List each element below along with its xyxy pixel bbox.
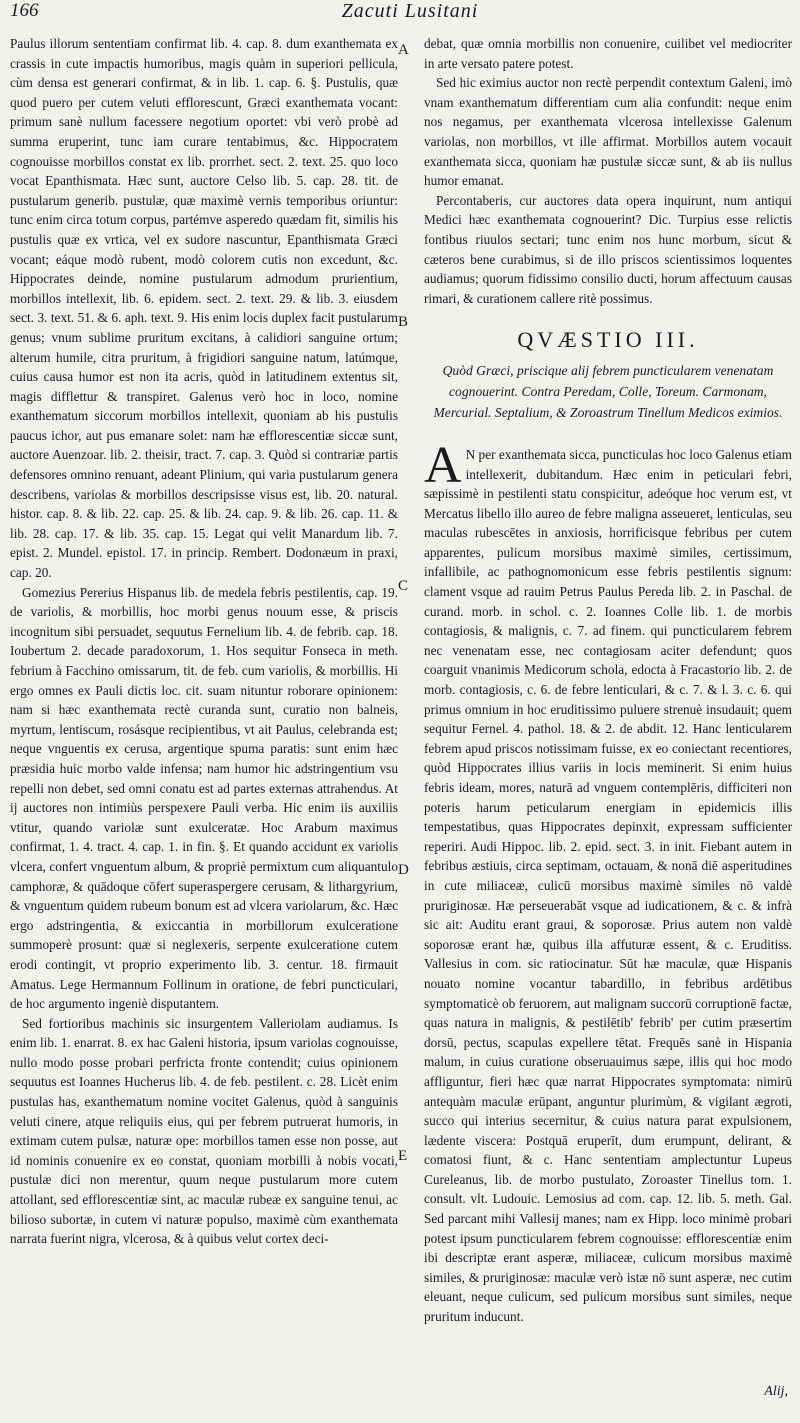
question-heading: QVÆSTIO III.	[517, 327, 699, 353]
margin-marker-c: C	[398, 578, 409, 594]
right-column	[424, 34, 792, 1327]
page-number: 166	[10, 0, 39, 21]
paragraph: Sed hic eximius auctor non rectè perpendit contextum Galeni, imò vnam exanthematum differentiam cum alia confundit: neque enim nos negamus, per exanthemata vlcerosa intellexisse Galenum variolas, non morbillos, vt ille affirmat. Morbillos autem vocauit exanthemata sicca, quoniam hæ pustulæ siccæ sunt, & ab iis nullus humor emanat.	[424, 75, 792, 189]
answer-text: N per exanthemata sicca, puncticulas hoc loco Galenus etiam intellexerit, dubitandum. Hæc enim in peticulari febri, sæpissimè in pestilenti statu conspicitur, adeóque hoc verum est, vt Mercatus libello illo aureo de febre maligna asseueret, lenticulas, seu maculas rubescētes in anxiosis, horrificisque febribus per cutem apparentes, pulicum morsibus maximè similes, certissimum, infallibile, ac pathognomonicum esse febris pestilentis signum: clament vsque ad rauim Petrus Paulus Pereda lib. 2. in Paschal. de curand. morb. in schol. c. 2. Ioannes Colle lib. 1. de morbis contagiosis, & malignis, c. 7. ad finem. qui puncticularem febrem nec venenatam esse, nec contagiosam aciter defendunt; quos coarguit vnanimis Medicorum schola, edocta à Fracastorio lib. 2. de morb. contagiosis, c. 6. de febre lenticulari, & c. 7. & l. 3. c. 6. qui primus omnium in hoc eruditissimo puluere strenuè insudauit; quem sequitur Fernel. 4. pathol. 18. & 2. de abdit. 12. Hanc lenticularem febrem apud priscos notissimam fuisse, ex eo coniectant recentiores, quòd Hippocrates illius variis in locis meminerit. Si enim huius febris ideam, mores, naturā ad vnguem contemplēris, difficiteri non poteris harum peticularum energiam in epidemicis illis tempestatibus, quas Hippocrates depinxit, expressam sufficienter reperiri. Audi Hippoc. lib. 2. epid. sect. 3. in init. Fiebant autem in febribus æstiuis, circa septimam, octauam, & nonā diē asperitudines in cute miliaceæ, culicū morsibus maximè similes nō valdè pruriginosæ. Hæ perseuerabāt vsque ad iudicationem, & c. & infrà sic ait: Auditu erant graui, & soporosæ. Prius autem non valdè soporosæ erant hæ, quibus illa affuturæ essent, & c. Eruditiss. Vallesius in com. sic ratiocinatur. Sūt hæ maculæ, quæ Hispanis nouato nomine vocantur tabardillo, in febribus ardētibus symptomaticè ob feruorem, aut malignam succorū corruptionē factæ, quas natura in malignis, & pestilētib' febrib' per cutim præsertim dorsū, pectus, scapulas expellere tētat. Frequēs sanè in Hispania malum, in cuius curatione obseruauimus sæpe, illis qui hoc modo affliguntur, fieri hæc quæ narrat Hippocrates symptomata: nimirū antequàm maculæ erūpant, anguntur plurimùm, & vigilant ægroti, succo qui interius secernitur, & cuius natura parat expulsionem, lædente viscera: Postquā eruperīt, dum erumpunt, delirant, & comatosi fiunt, & c. Hanc sententiam amplectuntur Lupeus Cureleanus, lib. de morbo pustulato, Zoroaster Tinellus tom. 1. consult. vlt. Ludouic. Lemosius ad com. cap. 12. lib. 5. meth. Gal. Sed parcant mihi Vallesij manes; nam ex Hipp. loco minimè probari potest ipsum puncticularem febrem cognouisse: efflorescentiæ enim ibi descriptæ erant asperæ, miliaceæ, culicum morsibus maximè similes, & pruriginosæ: maculæ verò istæ nō sunt asperæ, nec cutim eleuant, neque culicum, sed pulicum morsibus sunt similes, neque pruritum inducunt.	[424, 446, 792, 1325]
drop-cap: A	[424, 436, 462, 494]
catchword: Alij,	[764, 1384, 788, 1399]
answer-paragraph	[424, 436, 792, 1327]
margin-marker-b: B	[398, 314, 409, 330]
paragraph: Gomezius Pererius Hispanus lib. de medela febris pestilentis, cap. 19. de variolis, & morbillis, hoc morbi genus nouum esse, & priscis incognitum sibi persuadet, sequutus Fernelium lib. 4. de febrib. cap. 18. Ioubertum 2. decade paradoxorum, 1. Hos sequitur Fonseca in meth. febrium à Facchino omissarum, tit. de feb. cum variolis, & morbillis. Hi ergo omnes ex Pauli dictis loc. cit. suam nituntur roborare opinionem: nam si hæc exanthemata rectè curanda sunt, curatio non balneis, myrtum, lentiscum, rosásque recipientibus, vt ait Paulus, celebranda est; neque vnguentis ex cerusa, argentique spuma paratis: sunt enim hæc præsidia huic morbo valde infensa; nam humor hic adstringentium vsu repelli non debet, sed omni conatu est ad partes externas attrahendus. At ij auctores non intimiùs perspexere Pauli verba. Hic enim iis auxiliis vtitur, quando variolæ sunt exulceratæ. Hoc Arabum maximus confirmat, 1. 4. tract. 4. cap. 1. in fin. §. Et quando accidunt ex variolis vlcera, confert vnguentum album, & propriè permixtum cum aliquantulo camphoræ, & quādoque cōfert superaspergere cerusam, & lithargyrium, & vnguentum quidem rubeum bonum est ad vlcera variolarum, &c. Hæc ergo adstringentia, & exiccantia in morbillorum exulceratione summoperè prosunt: quæ si neglexeris, serpente exulceratione cutem erodi contingit, vt proprio experimento lib. 3. centur. 18. firmauit Amatus. Lege Hermannum Follinum in oratione, de febri puncticulari, de hoc argumento ingeniè disputantem.	[10, 584, 398, 1012]
margin-marker-e: E	[398, 1148, 408, 1164]
question-subtitle: Quòd Græci, priscique alij febrem puncticularem venenatam cognouerint. Contra Peredam, Colle, Toreum. Carmonam, Mercurial. Septalium, & Zoroastrum Tinellum Medicos eximios.	[433, 362, 783, 420]
paragraph: Percontaberis, cur auctores data opera inquirunt, num antiqui Medici hæc exanthemata cognouerint? Dic. Turpius esse relictis fontibus riuulos sectari; tunc enim nos hunc morbum, sicut & cæteros bene curabimus, si de illo priscos scientissimos loquentes audiamus; quorum fidissimo consilio ducti, horum affectuum causas rimari, & curationem callere ritè possimus.	[424, 192, 792, 306]
running-title: Zacuti Lusitani	[341, 0, 479, 22]
margin-marker-a: A	[398, 42, 409, 58]
margin-marker-d: D	[398, 862, 409, 878]
paragraph: debat, quæ omnia morbillis non conuenire, cuilibet vel mediocriter in arte versato patere potest.	[424, 36, 792, 71]
left-column	[10, 34, 398, 1249]
paragraph: Sed fortioribus machinis sic insurgentem Valleriolam audiamus. Is enim lib. 1. enarrat. 8. ex hac Galeni historia, ipsum variolas cognouisse, nullo modo posse probari perfricta fronte contendit; cuius opinionem sequutus est Ioannes Hucherus lib. 4. de feb. pestilent. c. 28. Licèt enim pustulas has, exanthematum nomine vocitet Galenus, quòd à sanguinis veluti cinere, atque reliquiis eius, qui per febrem putruerat humoris, in extimam cutem pulsæ, naturæ ope: morbillos tamen esse non posse, aut id nominis conuenire ex eo constat, quoniam morbilli à nobis vocati, pustulæ dici non merentur, quum neque pustularum more cutem attollant, sed efflorescentiæ sint, ac maculæ rubeæ ex sanguine tenui, ac bilioso subortæ, in cutem vi naturæ populso, maximè cùm exanthemata narrata fuerint nigra, vlcerosa, & à quibus velut cortex deci-	[10, 1015, 398, 1247]
paragraph: Paulus illorum sententiam confirmat lib. 4. cap. 8. dum exanthemata ex crassis in cute impactis humoribus, magis quàm in superiori pellicula, cùm densa est generari confirmat, & in lib. 1. cap. 6. §. Pustulis, quæ quod puero per cutem veluti efflorescunt, Græci exanthemata vocant: primum sanè nullum facessere negotium oportet: vbi verò probè ad summa eruperint, tunc iam curare tentabimus, &c. Hippocratem cognouisse morbillos constat ex lib. prorrhet. sect. 2. text. 25. quo loco vocat Epanthismata. Hæc sunt, auctore Celso lib. 5. cap. 28. tit. de pustularum generib. pustulæ, quæ maximè vernis temporibus oriuntur: tunc enim circa totum corpus, partémve asperedo quædam fit, similis his pustulis quæ ex vrtica, vel ex sudore nascuntur, Epanthismata Græci vocant; eáque modò rubent, modò colorem cutis non excedunt, &c. Hippocrates deinde, nomine pustularum admodum prurientium, morbillos intellexit, lib. 6. epidem. sect. 2. text. 29. & lib. 3. eiusdem sect. 3. text. 51. & 6. aph. text. 9. His enim locis duplex facit pustularum genus; vnum sublime pruritum excitans, à calidiori sanguine ortum; alterum humile, citra pruritum, à frigidiori sanguine natum, latúmque, cuius causa humor est non ita acris, quòd in latitudinem extentus sit, magis difflettur & transpiret. Galenus verò hoc in loco, nomine exanthematum siccorum morbillos intellexit, quoniam ab his pustulis paucus ichor, aut pus emanare solet: nam hæ efflorescentiæ siccæ sunt, auctore Auenzoar. lib. 2. theisir, tract. 7. cap. 3. Quòd si contrariæ partis defensores omnino renuant, adeant Plinium, qui varia pustularum genera describens, variolas & morbillos descripsisse visus est, lib. 20. natural. histor. cap. 8. & lib. 22. cap. 25. & lib. 24. cap. 9. & lib. 26. cap. 11. & lib. 28. cap. 17. & lib. 35. cap. 15. Legat qui velit Manardum lib. 7. epist. 2. Mundel. epistol. 17. in princip. Rembert. Dodonæum in praxi, cap. 20.	[10, 36, 398, 581]
